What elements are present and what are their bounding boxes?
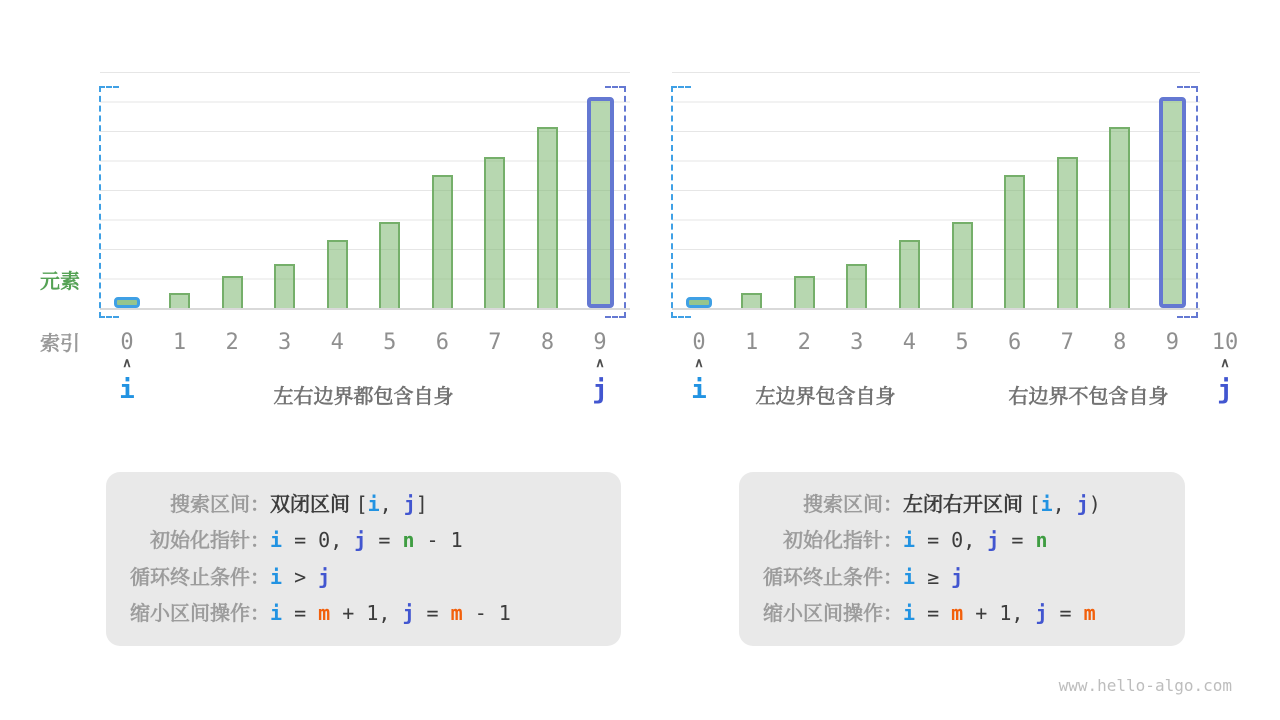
rule-text: ,: [1052, 492, 1077, 516]
var-i: i: [903, 564, 916, 589]
var-j: j: [402, 600, 415, 625]
index-label-8: 8: [1113, 330, 1127, 355]
bar-2: [222, 276, 243, 308]
index-label-0: 0: [692, 330, 706, 355]
rule-text: =: [915, 600, 952, 625]
bar-4: [327, 240, 348, 308]
var-i: i: [367, 492, 380, 516]
interval-bottom-left-dash: [671, 316, 691, 318]
rule-text: =: [366, 528, 403, 553]
rule-value: [903, 487, 1101, 522]
bar-5: [379, 222, 400, 308]
rule-text: ]: [415, 492, 428, 516]
rule-text: = 0,: [282, 528, 355, 553]
bar-i-highlight: [114, 297, 140, 308]
rule-label: 循环终止条件：: [130, 566, 270, 589]
var-j: j: [318, 564, 331, 589]
bar-7: [1057, 157, 1078, 308]
rule-label: 缩小区间操作：: [763, 602, 903, 625]
rule-line: [753, 596, 1165, 631]
rule-line: [753, 487, 1165, 522]
closed-interval-chart-captions: [127, 380, 600, 409]
var-n: n: [1035, 528, 1048, 553]
bar-6: [1004, 175, 1025, 308]
watermark: www.hello-algo.com: [1058, 676, 1232, 695]
var-m: m: [318, 600, 331, 625]
bar-3: [274, 264, 295, 308]
interval-top-right-dash: [1177, 86, 1197, 88]
index-label-2: 2: [225, 330, 239, 355]
caption-1: 左右边界都包含自身: [273, 386, 454, 408]
var-m: m: [1083, 600, 1096, 625]
index-label-10: 10: [1211, 330, 1239, 355]
interval-top-right-dash: [605, 86, 625, 88]
interval-bottom-right-dash: [605, 316, 625, 318]
index-label-8: 8: [540, 330, 555, 355]
var-m: m: [951, 600, 964, 625]
closed-interval-chart-plot-area: [100, 72, 630, 310]
interval-left-dashed-edge: [671, 86, 673, 318]
rule-line: [120, 523, 601, 558]
var-i: i: [903, 528, 916, 553]
index-label-7: 7: [488, 330, 502, 355]
caption-1: 左边界包含自身: [755, 386, 896, 408]
closed-interval-rules-panel: [106, 472, 621, 646]
rule-line: [753, 560, 1165, 595]
var-j: j: [1076, 492, 1089, 516]
pointer-j-arrow: ∧: [595, 355, 605, 370]
rule-text: =: [414, 600, 451, 625]
index-label-1: 1: [744, 330, 759, 355]
pointer-j-label: j: [592, 375, 608, 405]
index-label-7: 7: [1060, 330, 1074, 355]
var-j: j: [403, 492, 416, 516]
index-label-9: 9: [593, 330, 607, 355]
index-label-2: 2: [797, 330, 811, 355]
interval-right-dashed-edge: [1196, 86, 1198, 318]
bar-j-highlight: [1159, 97, 1186, 308]
pointer-i-label: i: [119, 375, 135, 405]
rule-text: =: [1047, 600, 1084, 625]
rule-text: = 0,: [915, 528, 988, 553]
rule-text: ): [1088, 492, 1101, 516]
rule-text: ,: [379, 492, 404, 516]
var-m: m: [450, 600, 463, 625]
rule-line: [120, 560, 601, 595]
half-open-interval-chart-captions: [699, 380, 1225, 409]
var-i: i: [270, 564, 283, 589]
rule-label: 搜索区间：: [170, 494, 270, 516]
index-label-6: 6: [1007, 330, 1022, 355]
rule-label: 初始化指针：: [150, 530, 270, 553]
pointer-i-arrow: ∧: [694, 355, 704, 370]
bar-1: [169, 293, 190, 308]
half-open-interval-chart-plot-area: [672, 72, 1200, 310]
rule-text: =: [282, 600, 319, 625]
index-label-6: 6: [435, 330, 449, 355]
var-n: n: [402, 528, 415, 553]
bar-8: [1109, 127, 1130, 308]
rule-value: [903, 596, 1096, 631]
bar-5: [952, 222, 973, 308]
rule-text: 双闭区间: [270, 494, 356, 516]
bar-4: [899, 240, 920, 308]
index-label-0: 0: [120, 330, 134, 355]
interval-top-left-dash: [671, 86, 691, 88]
rule-text: >: [282, 564, 319, 589]
var-i: i: [903, 600, 916, 625]
bar-1: [741, 293, 762, 308]
rule-text: ≥: [915, 564, 952, 589]
bar-3: [846, 264, 867, 308]
rule-label: 缩小区间操作：: [130, 602, 270, 625]
interval-right-dashed-edge: [624, 86, 626, 318]
rule-line: [753, 523, 1165, 558]
y-axis-label-element: 元素: [40, 271, 80, 293]
x-axis-label-index: 索引: [40, 333, 80, 355]
rule-value: [270, 487, 428, 522]
half-open-interval-rules-panel: [739, 472, 1185, 646]
var-i: i: [270, 528, 283, 553]
var-j: j: [987, 528, 1000, 553]
bar-j-highlight: [587, 97, 614, 308]
pointer-j-arrow: ∧: [1220, 355, 1230, 370]
interval-top-left-dash: [99, 86, 119, 88]
rule-value: [270, 560, 330, 595]
var-i: i: [270, 600, 283, 625]
rule-text: + 1,: [330, 600, 403, 625]
var-j: j: [354, 528, 367, 553]
interval-bottom-left-dash: [99, 316, 119, 318]
index-label-4: 4: [330, 330, 344, 355]
index-label-3: 3: [278, 330, 292, 355]
pointer-j-label: j: [1217, 375, 1233, 405]
rule-text: =: [999, 528, 1036, 553]
bar-i-highlight: [686, 297, 712, 308]
caption-2: 右边界不包含自身: [1008, 386, 1169, 408]
rule-value: [270, 523, 463, 558]
rule-line: [120, 487, 601, 522]
interval-left-dashed-edge: [99, 86, 101, 318]
rule-value: [903, 560, 963, 595]
var-i: i: [1040, 492, 1053, 516]
rule-value: [903, 523, 1048, 558]
index-label-4: 4: [902, 330, 917, 355]
var-j: j: [951, 564, 964, 589]
rule-text: [: [1028, 492, 1041, 516]
rule-text: [: [355, 492, 368, 516]
bar-7: [484, 157, 505, 308]
bar-2: [794, 276, 815, 308]
rule-label: 初始化指针：: [783, 530, 903, 553]
interval-bottom-right-dash: [1177, 316, 1197, 318]
rule-text: 左闭右开区间: [903, 494, 1029, 516]
pointer-i-label: i: [691, 375, 707, 405]
rule-value: [270, 596, 511, 631]
index-label-5: 5: [383, 330, 397, 355]
rule-text: - 1: [414, 528, 463, 553]
rule-text: + 1,: [963, 600, 1036, 625]
pointer-i-arrow: ∧: [122, 355, 132, 370]
index-label-5: 5: [955, 330, 969, 355]
var-j: j: [1035, 600, 1048, 625]
index-label-9: 9: [1165, 330, 1180, 355]
index-label-3: 3: [850, 330, 864, 355]
index-label-1: 1: [172, 330, 187, 355]
bar-8: [537, 127, 558, 308]
rule-label: 循环终止条件：: [763, 566, 903, 589]
rule-label: 搜索区间：: [803, 494, 903, 516]
rule-text: - 1: [462, 600, 511, 625]
rule-line: [120, 596, 601, 631]
bar-6: [432, 175, 453, 308]
